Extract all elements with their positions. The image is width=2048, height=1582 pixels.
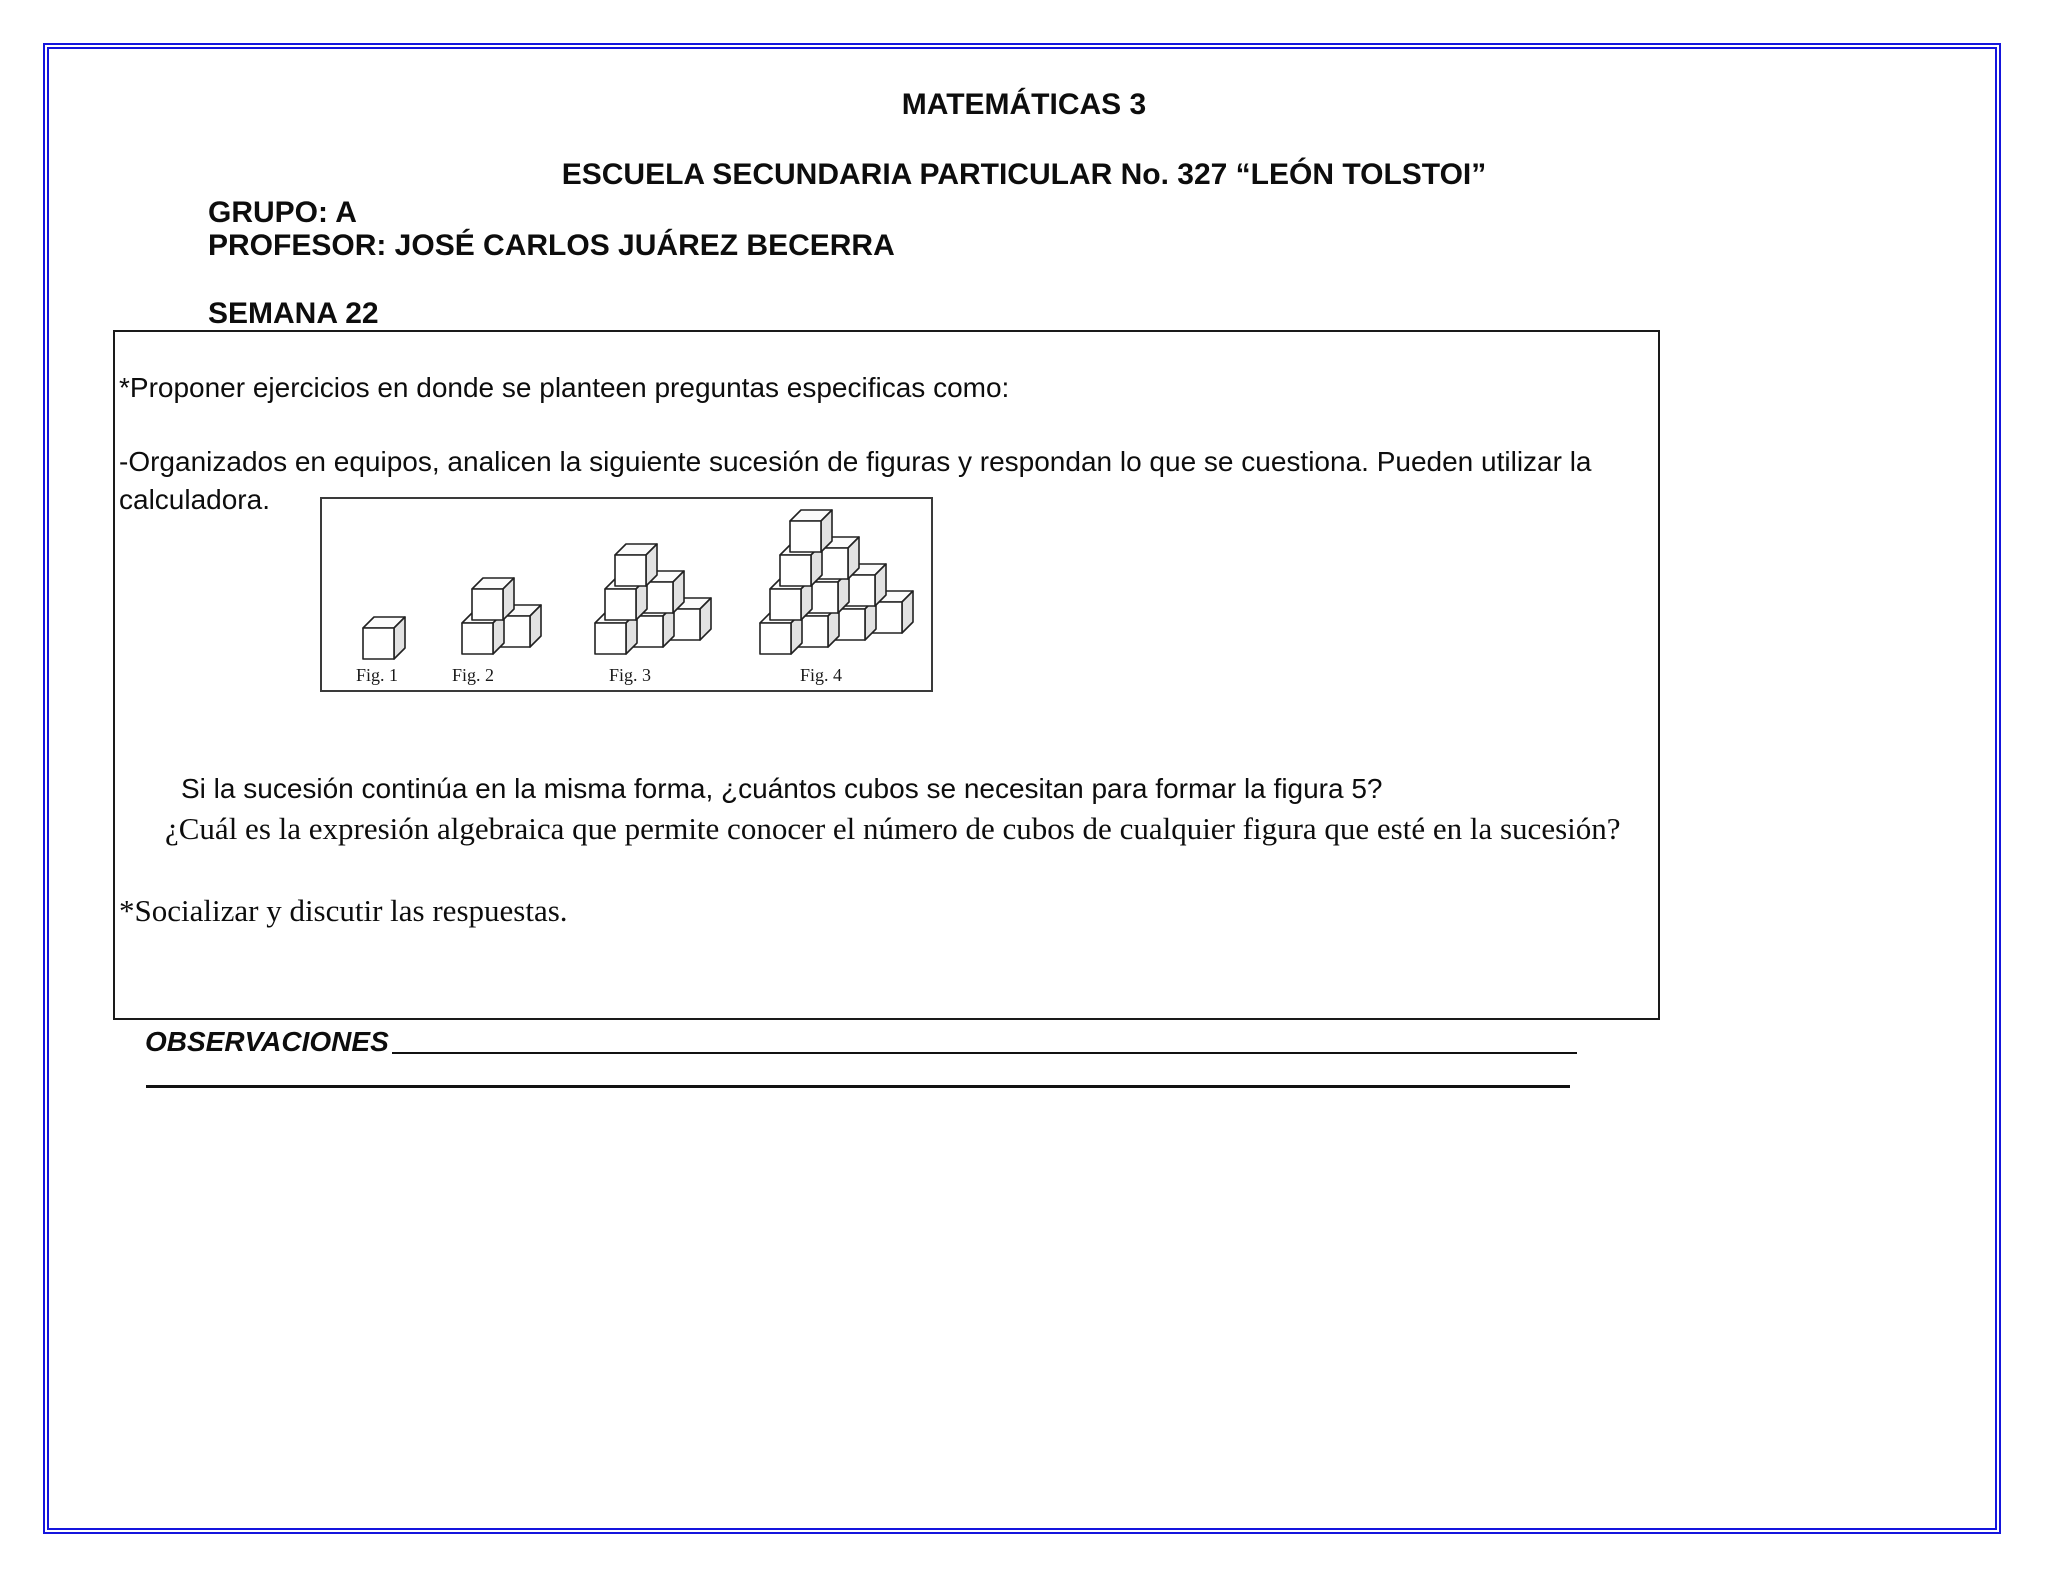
cube-sequence-figure	[322, 499, 931, 690]
document-title: MATEMÁTICAS 3	[901, 88, 1147, 121]
instruction-line-1: -Organizados en equipos, analicen la siguiente sucesión de figuras y respondan lo que se cuestiona. Pueden utilizar la	[119, 446, 1592, 477]
figure-label-2: Fig. 2	[452, 665, 495, 685]
professor-line: PROFESOR: JOSÉ CARLOS JUÁREZ BECERRA	[208, 229, 895, 262]
observations-line-1	[392, 1052, 1577, 1054]
figure-label-3: Fig. 3	[609, 665, 652, 685]
instruction-line-2: calculadora.	[119, 484, 270, 515]
school-name: ESCUELA SECUNDARIA PARTICULAR No. 327 “LEÓN TOLSTOI”	[561, 158, 1487, 191]
intro-paragraph: *Proponer ejercicios en donde se planteen preguntas especificas como:	[119, 372, 1010, 403]
question-2: ¿Cuál es la expresión algebraica que permite conocer el número de cubos de cualquier figura que esté en la sucesión?	[165, 811, 1621, 846]
observations-label: OBSERVACIONES	[145, 1026, 389, 1057]
week-heading: SEMANA 22	[208, 297, 379, 330]
closing-note: *Socializar y discutir las respuestas.	[119, 893, 568, 928]
figure-label-4: Fig. 4	[800, 665, 843, 685]
figure-label-1: Fig. 1	[356, 665, 399, 685]
figure-frame	[320, 497, 933, 692]
observations-line-2	[146, 1085, 1570, 1088]
group-line: GRUPO: A	[208, 196, 357, 229]
question-1: Si la sucesión continúa en la misma forma, ¿cuántos cubos se necesitan para formar la figura 5?	[181, 773, 1383, 804]
exercise-box	[113, 330, 1660, 1020]
